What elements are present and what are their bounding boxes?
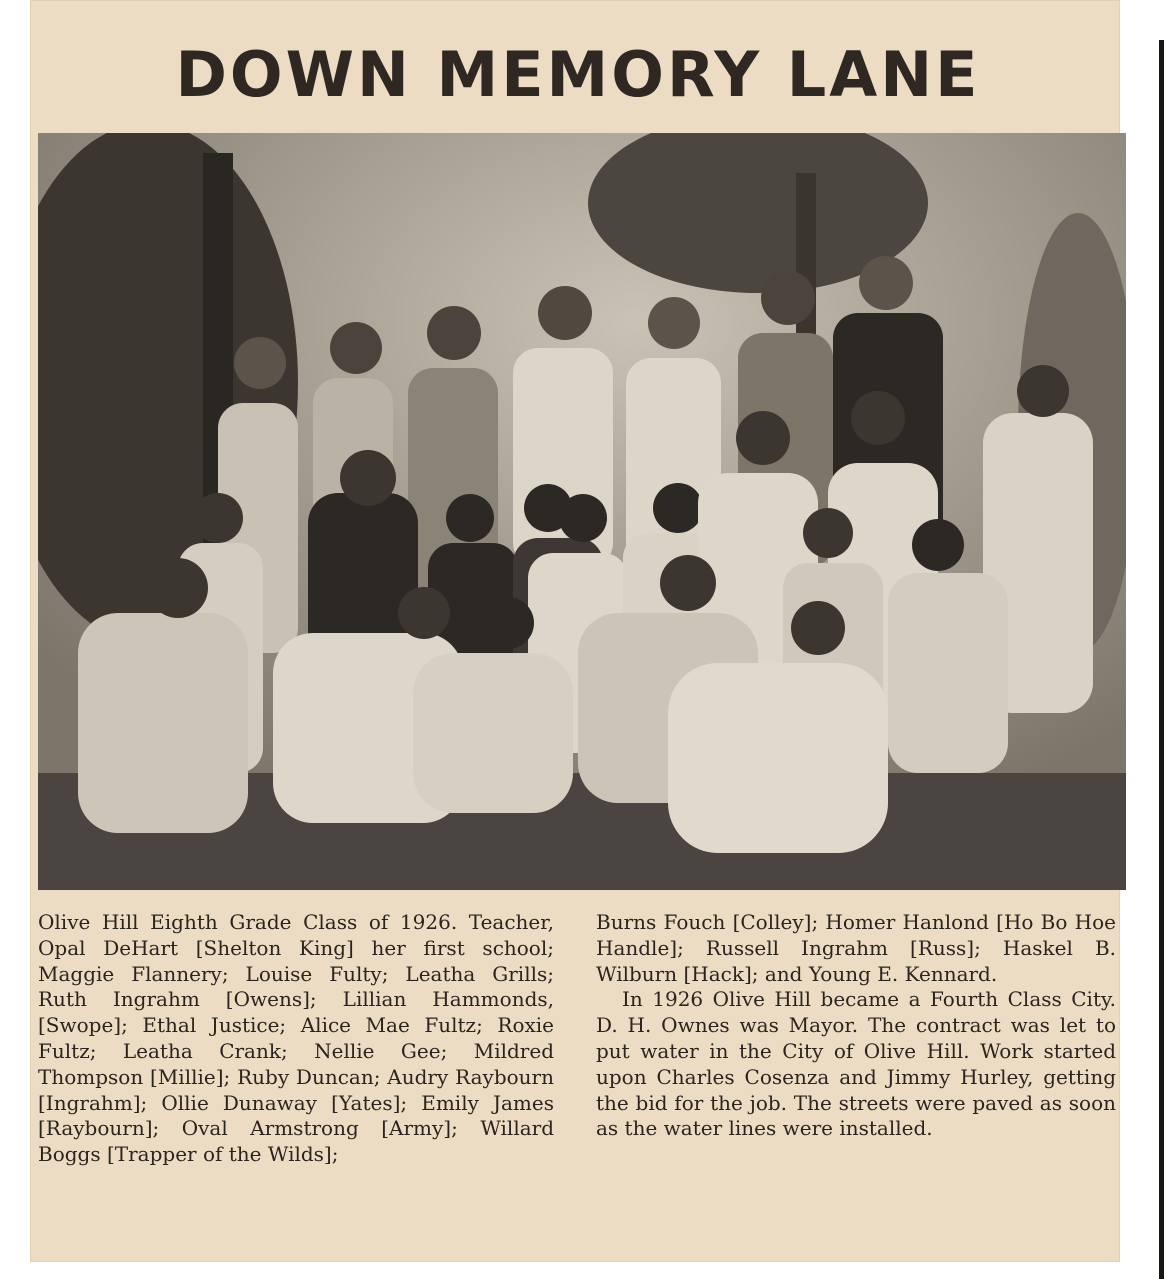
headline: DOWN MEMORY LANE: [175, 38, 981, 111]
class-photo: [38, 133, 1126, 890]
caption-names-part-2: Burns Fouch [Colley]; Homer Hanlond [Ho Bo Hoe Handle]; Russell Ingrahm [Russ]; Haskel B. Wilburn [Hack]; and Young E. Kennard.: [596, 910, 1116, 986]
caption-names-part-1: Olive Hill Eighth Grade Class of 1926. Teacher, Opal DeHart [Shelton King] her first school; Maggie Flannery; Louise Fulty; Leatha Grills; Ruth Ingrahm [Owens]; Lillian Hammonds, [Swope]; Ethal Justice; Alice Mae Fultz; Roxie Fultz; Leatha Crank; Nellie Gee; Mildred Thompson [Millie]; Ruby Duncan; Audry Raybourn [Ingrahm]; Ollie Dunaway [Yates]; Emily James [Raybourn]; Oval Armstrong [Army]; Willard Boggs [Trapper of the Wilds];: [38, 910, 554, 1167]
caption-history-paragraph: In 1926 Olive Hill became a Fourth Class City. D. H. Ownes was Mayor. The contract was let to put water in the City of Olive Hill. Work started upon Charles Cosenza and Jimmy Hurley, getting the bid for the job. The streets were paved as soon as the water lines were installed.: [596, 987, 1116, 1141]
caption-column-2: [596, 910, 1116, 1142]
page-edge-shadow: [1159, 40, 1164, 1279]
caption-column-1: [38, 910, 554, 1168]
class-photo-illustration: [38, 133, 1126, 890]
